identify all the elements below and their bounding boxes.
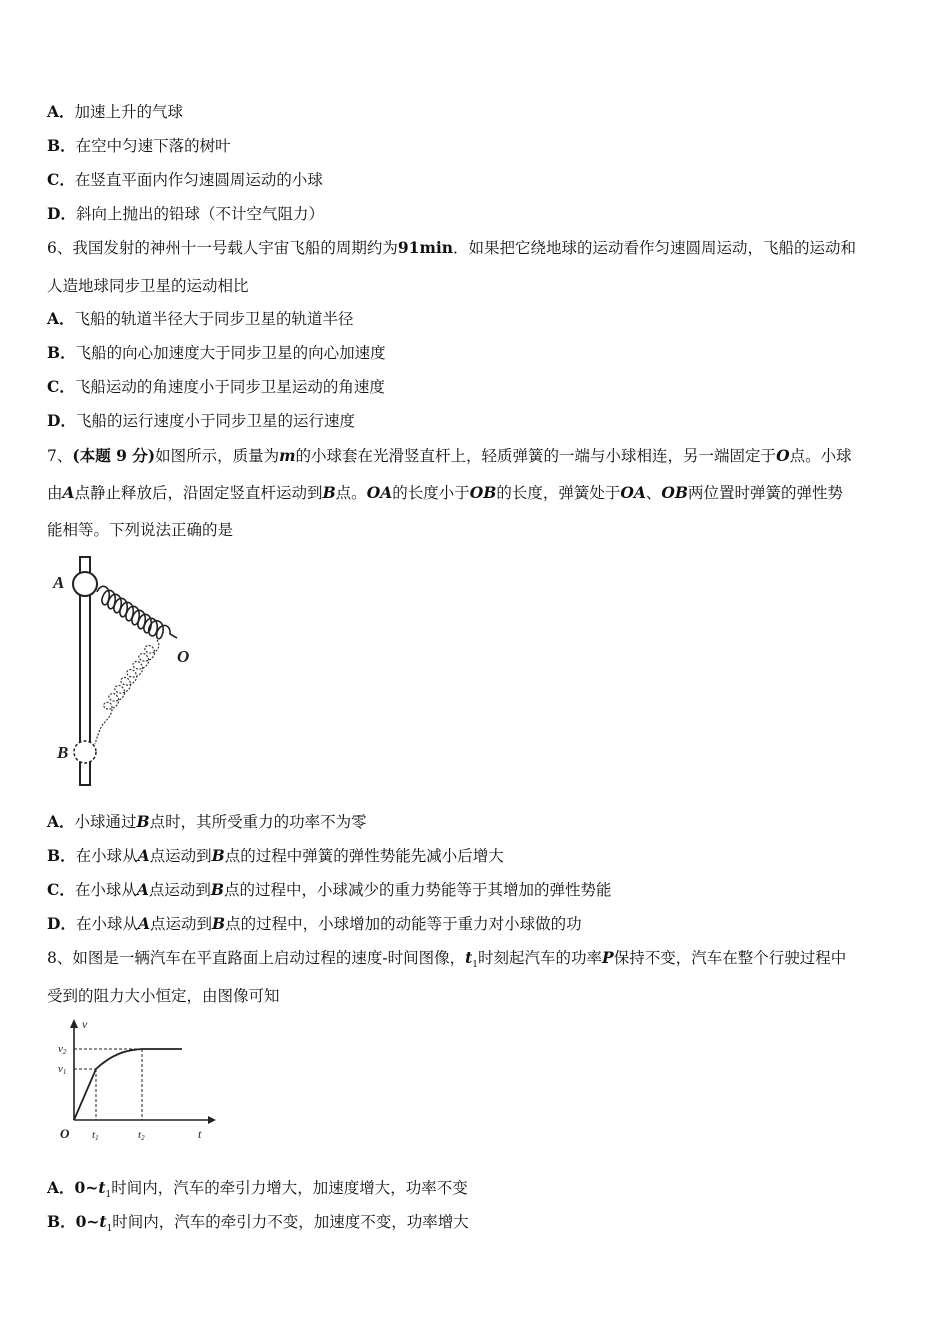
- q8-option-b: B．$0\sim t_1$时间内，汽车的牵引力不变，加速度不变，功率增大: [47, 1212, 469, 1235]
- ball-b: [74, 741, 96, 763]
- q6-option-a: A．飞船的轨道半径大于同步卫星的轨道半径: [47, 309, 354, 328]
- q6-option-c: C．飞船运动的角速度小于同步卫星运动的角速度: [47, 377, 385, 396]
- q5-option-a: A．加速上升的气球: [47, 102, 184, 121]
- q7-option-b: B．在小球从A点运动到B点的过程中弹簧的弹性势能先减小后增大: [47, 846, 504, 865]
- t-axis-arrow-icon: [208, 1116, 216, 1124]
- ball-a: [73, 572, 97, 596]
- v-axis-arrow-icon: [70, 1019, 78, 1028]
- q8-option-a: A．$0\sim t_1$时间内，汽车的牵引力增大，加速度增大，功率不变: [47, 1178, 468, 1201]
- q6-stem-line1: 6、我国发射的神州十一号载人宇宙飞船的周期约为91min．如果把它绕地球的运动看作匀速圆周运动，飞船的运动和: [47, 238, 857, 257]
- q8-stem-line2: 受到的阻力大小恒定，由图像可知: [47, 987, 280, 1005]
- label-a: A: [53, 573, 65, 592]
- q6-stem-line2: 人造地球同步卫星的运动相比: [47, 277, 249, 295]
- tick-label-v2: v2: [58, 1043, 67, 1056]
- q7-stem-line3: 能相等。下列说法正确的是: [47, 521, 234, 539]
- q7-spring-figure: [45, 552, 205, 792]
- spring-oa: [97, 586, 177, 638]
- q8-stem-line1: 8、如图是一辆汽车在平直路面上启动过程的速度-时间图像，$t_1$时刻起汽车的功率P保持不变，汽车在整个行驶过程中: [47, 948, 847, 971]
- axis-label-v: v: [82, 1017, 88, 1031]
- tick-label-v1: v1: [58, 1063, 67, 1076]
- tick-label-t2: t2: [138, 1129, 145, 1142]
- q6-option-b: B．飞船的向心加速度大于同步卫星的向心加速度: [47, 343, 386, 362]
- label-b: B: [57, 743, 69, 762]
- q7-stem-line1: 7、(本题 9 分)如图所示，质量为m的小球套在光滑竖直杆上，轻质弹簧的一端与小球相连，另一端固定于O点。小球: [47, 446, 852, 465]
- q5-option-b: B．在空中匀速下落的树叶: [47, 136, 231, 155]
- q7-stem-line2: 由A点静止释放后，沿固定竖直杆运动到B点。OA的长度小于OB的长度，弹簧处于OA、OB两位置时弹簧的弹性势: [47, 483, 844, 502]
- q7-option-c: C．在小球从A点运动到B点的过程中，小球减少的重力势能等于其增加的弹性势能: [47, 880, 612, 899]
- q5-option-c: C．在竖直平面内作匀速圆周运动的小球: [47, 170, 323, 189]
- q7-option-a: A．小球通过B点时，其所受重力的功率不为零: [47, 812, 367, 831]
- q5-option-d: D．斜向上抛出的铅球（不计空气阻力）: [47, 204, 324, 223]
- tick-label-t1: t1: [92, 1129, 99, 1142]
- axis-label-t: t: [198, 1127, 202, 1141]
- q6-option-d: D．飞船的运行速度小于同步卫星的运行速度: [47, 411, 355, 430]
- velocity-curve: [74, 1049, 182, 1120]
- q8-vt-graph: [50, 1014, 220, 1146]
- spring-ob: [95, 640, 159, 744]
- label-o: O: [177, 647, 190, 666]
- q7-option-d: D．在小球从A点运动到B点的过程中，小球增加的动能等于重力对小球做的功: [47, 914, 582, 933]
- origin-label: O: [60, 1126, 70, 1141]
